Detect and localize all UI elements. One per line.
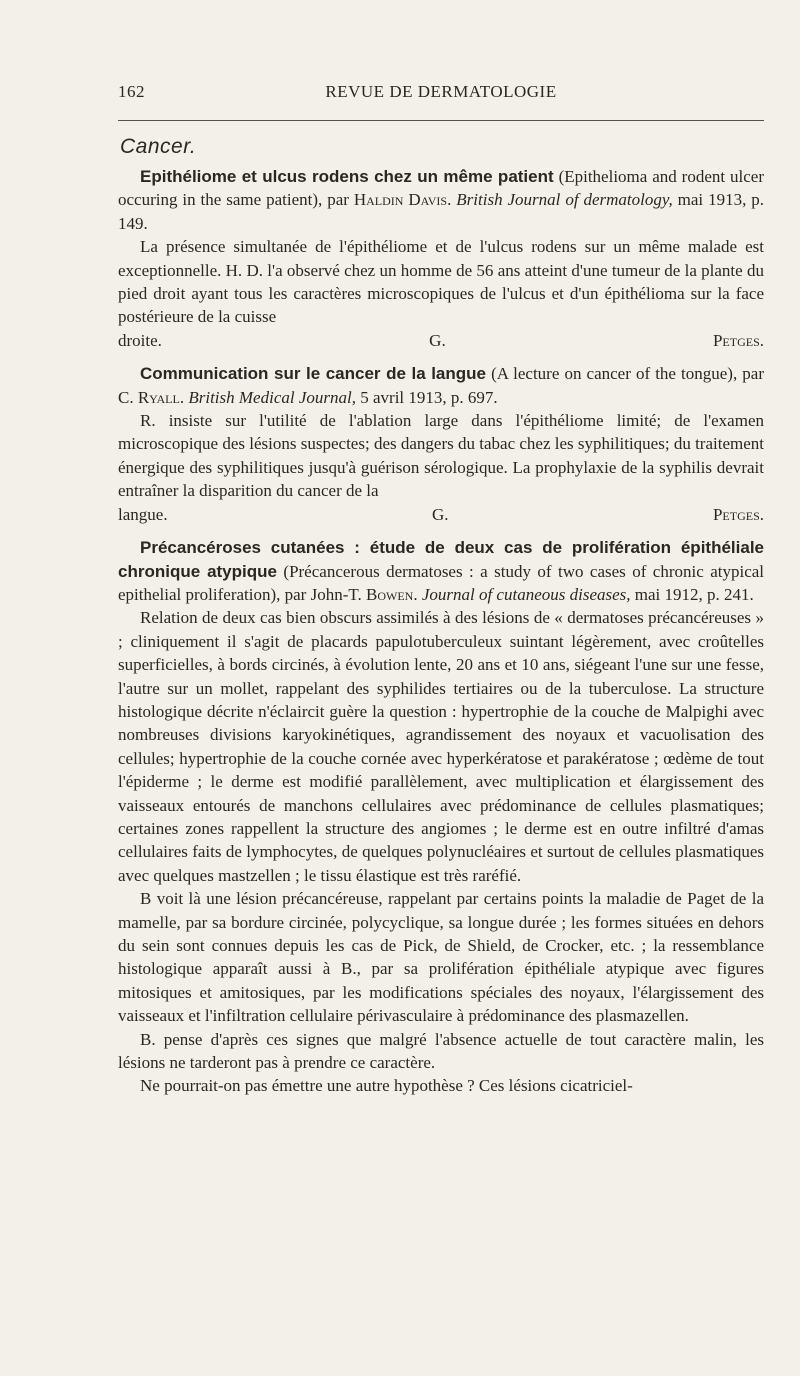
signature-line: droite. G. Petges.: [118, 330, 765, 350]
article-body: La présence simultanée de l'épithéliome et de l'ulcus rodens sur un même malade est exceptionnelle. H. D. l'a observé chez un homme de 56 ans atteint d'une tumeur de la plante du pied droit ayant tous les caractères microscopiques de l'ulcus et d'un épithélioma sur la face postérieure de la cuisse: [118, 237, 764, 327]
section-title: Cancer.: [120, 135, 197, 158]
signature-line: langue. G. Petges.: [118, 504, 764, 524]
article-epitheliome: [118, 165, 764, 352]
article-cancer-langue: [118, 362, 764, 526]
author-name: Ryall: [137, 387, 180, 407]
article-precanceroses: [118, 536, 764, 1098]
running-head: [118, 78, 764, 108]
article-reference: Précancéroses cutanées : étude de deux cas de prolifération épithéliale chronique atypique (Précancerous dermatoses : a study of two cases of chronic atypical epithelial proliferation), par John-T. Bowen. Journal of cutaneous diseases, mai 1912, p. 241.: [118, 538, 765, 604]
article-paragraph: Ne pourrait-on pas émettre une autre hypothèse ? Ces lésions cicatriciel-: [140, 1076, 633, 1096]
signature: G. Petges.: [429, 330, 765, 350]
signature: G. Petges.: [432, 504, 764, 524]
page-number: 162: [118, 82, 145, 101]
journal-name: British Medical Journal,: [188, 387, 356, 407]
author-name: Haldin Davis: [353, 190, 448, 210]
header-rule: [118, 120, 764, 121]
article-paragraph: B. pense d'après ces signes que malgré l'absence actuelle de tout caractère malin, les lésions ne tarderont pas à prendre ce caractère.: [118, 1029, 764, 1073]
article-title: Epithéliome et ulcus rodens chez un même patient: [140, 167, 554, 186]
author-name: Bowen: [366, 584, 414, 604]
article-reference: Communication sur le cancer de la langue (A lecture on cancer of the tongue), par C. Ryall. British Medical Journal, 5 avril 1913, p. 697.: [118, 364, 765, 407]
article-paragraph: Relation de deux cas bien obscurs assimilés à des lésions de « dermatoses précancéreuses » ; cliniquement il s'agit de placards papulotuberculeux suintant légèrement, avec croûtelles superficielles, à bords circinés, à évolution lente, 20 ans et 10 ans, siégeant l'une sur une fesse, l'autre sur un mollet, rappelant des syphilides tertiaires ou de la tuberculose. La structure histologique décrite n'éclaircit guère la question : hypertrophie de la couche de Malpighi avec nombreuses divisions karyokinétiques, agrandissement des noyaux et vacuolisation des cellules; hypertrophie de la couche cornée avec hyperkératose et parakératose ; œdème de tout l'épiderme ; le derme est modifié parallèlement, avec multiplication et élargissement des vaisseaux entourés de manchons cellulaires avec prédominance de cellules plasmatiques; certaines zones rappellent la structure des angiomes ; le derme est en outre infiltré d'amas cellulaires faits de lymphocytes, de quelques polynucléaires et surtout de cellules plasmatiques avec quelques mastzellen ; le tissu élastique est très raréfié.: [118, 608, 764, 885]
journal-name: British Journal of dermatology,: [456, 190, 673, 210]
article-paragraph: B voit là une lésion précancéreuse, rappelant par certains points la maladie de Paget de la mamelle, par sa bordure circinée, polycyclique, sa longue durée ; les formes situées en dehors du sein sont connues depuis les cas de Pick, de Shield, de Crocker, etc. ; la ressemblance histologique apparaît aussi à B., par sa prolifération épithéliale atypique avec figures mitosiques et amitosiques, par les modifications spéciales des noyaux, l'élargissement des vaisseaux et l'infiltration cellulaire périvasculaire à prédominance des plasmazellen.: [118, 889, 764, 1026]
article-title: Communication sur le cancer de la langue: [140, 364, 486, 384]
article-title: Précancéroses cutanées : étude de deux cas de prolifération épithéliale chronique atypique: [118, 538, 764, 581]
article-body: R. insiste sur l'utilité de l'ablation large dans l'épithéliome limité; de l'examen microscopique des lésions suspectes; des dangers du tabac chez les syphilitiques; du traitement énergique des syphilitiques jusqu'à guérison sérologique. La prophylaxie de la syphilis devrait entraîner la disparition du cancer de la: [118, 411, 764, 501]
article-reference: Epithéliome et ulcus rodens chez un même patient (Epithelioma and rodent ulcer occuring in the same patient), par Haldin Davis. British Journal of dermatology, mai 1913, p. 149.: [118, 167, 765, 233]
journal-name: Journal of cutaneous diseases,: [421, 584, 631, 604]
journal-title: REVUE DE DERMATOLOGIE: [325, 82, 557, 101]
page: [118, 78, 764, 1108]
